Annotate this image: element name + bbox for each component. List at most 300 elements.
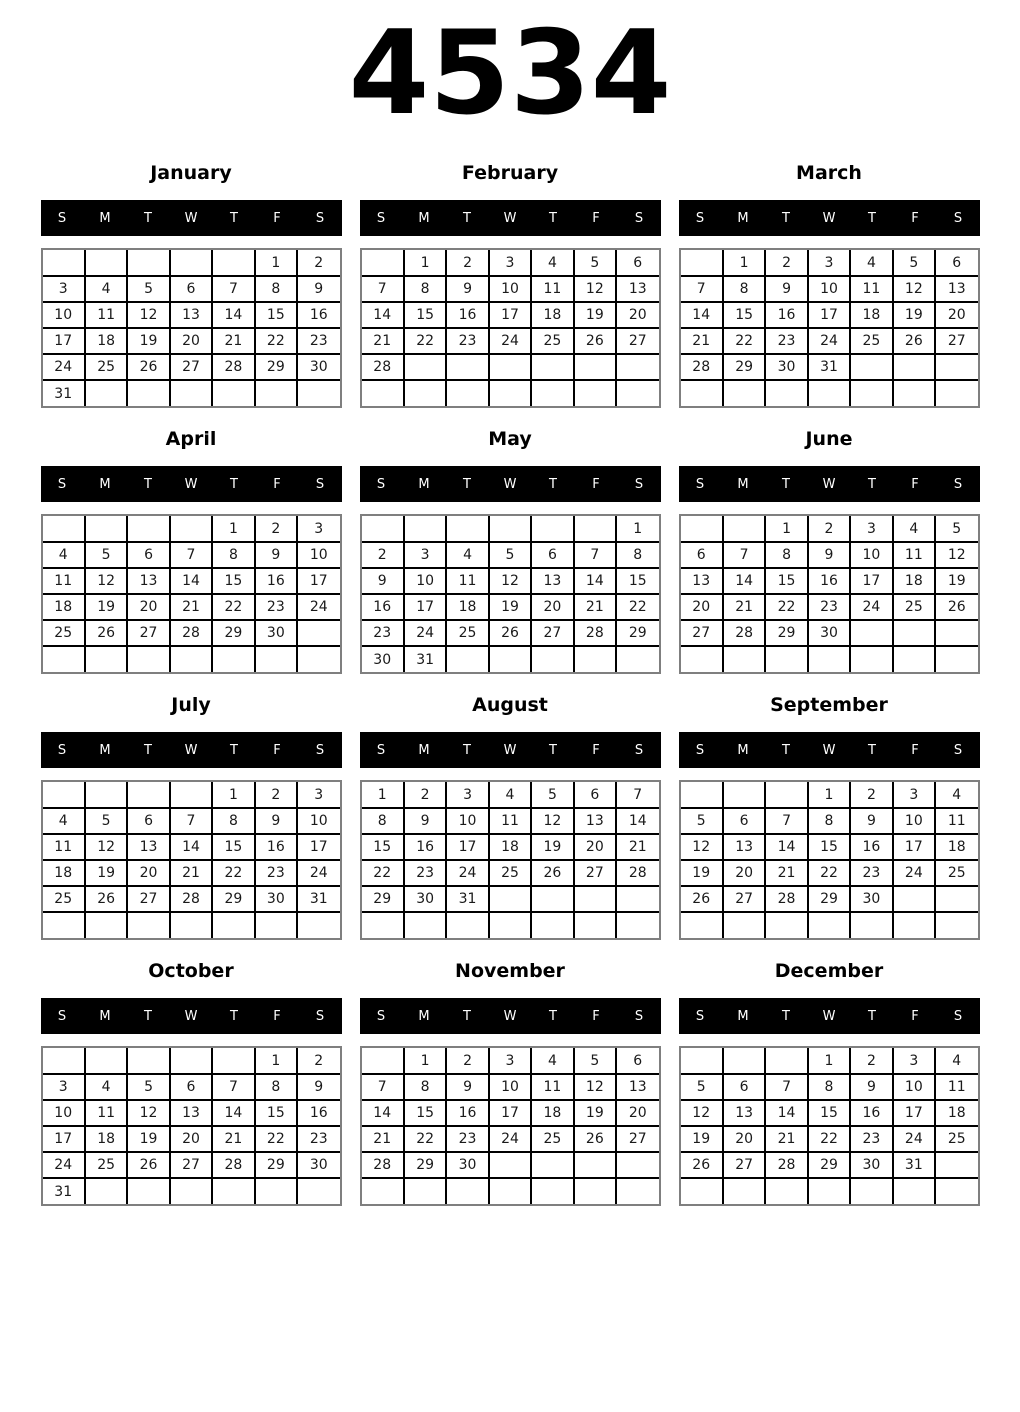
date-cell: 16 [808,568,850,594]
empty-cell [85,912,127,938]
week-row [681,354,978,380]
date-cell: 20 [170,328,212,354]
empty-cell [404,354,446,380]
date-cell: 11 [43,568,85,594]
date-cell: 25 [85,1152,127,1178]
week-row [362,1126,659,1152]
empty-cell [489,886,531,912]
week-row [362,860,659,886]
empty-cell [935,380,977,406]
weekday-label: S [634,210,644,226]
empty-cell [127,646,169,672]
date-cell: 31 [404,646,446,672]
date-cell: 2 [297,1048,339,1074]
date-cell: 1 [212,516,254,542]
date-cell: 26 [935,594,977,620]
weekday-label: T [230,210,238,226]
empty-cell [489,516,531,542]
date-cell: 6 [681,542,723,568]
empty-cell [85,250,127,276]
date-cell: 7 [616,782,658,808]
dates-grid [679,1046,980,1206]
date-cell: 9 [297,1074,339,1100]
date-cell: 13 [574,808,616,834]
date-cell: 3 [43,1074,85,1100]
weekday-label: M [418,476,430,492]
date-cell: 5 [574,1048,616,1074]
week-row [362,834,659,860]
date-cell: 14 [170,834,212,860]
empty-cell [681,380,723,406]
date-cell: 31 [297,886,339,912]
empty-cell [255,380,297,406]
date-cell: 11 [935,1074,977,1100]
weekday-header-row [41,998,342,1034]
date-cell: 10 [893,1074,935,1100]
date-cell: 28 [212,354,254,380]
date-cell: 5 [127,276,169,302]
date-cell: 7 [212,276,254,302]
date-cell: 22 [808,1126,850,1152]
date-cell: 18 [85,1126,127,1152]
date-cell: 5 [489,542,531,568]
empty-cell [212,1178,254,1204]
date-cell: 27 [723,886,765,912]
date-cell: 8 [765,542,807,568]
weekday-label: W [822,1008,836,1024]
date-cell: 17 [893,834,935,860]
week-row [43,860,340,886]
week-row [43,1126,340,1152]
date-cell: 4 [43,808,85,834]
date-cell: 19 [489,594,531,620]
empty-cell [850,380,892,406]
date-cell: 4 [531,1048,573,1074]
weekday-label: S [376,1008,386,1024]
date-cell: 17 [850,568,892,594]
date-cell: 17 [808,302,850,328]
empty-cell [616,1178,658,1204]
date-cell: 30 [404,886,446,912]
empty-cell [170,782,212,808]
date-cell: 16 [446,302,488,328]
weekday-label: S [57,742,67,758]
date-cell: 22 [255,1126,297,1152]
weekday-label: S [695,742,705,758]
date-cell: 12 [127,302,169,328]
date-cell: 21 [723,594,765,620]
date-cell: 15 [808,834,850,860]
date-cell: 13 [127,568,169,594]
date-cell: 2 [255,782,297,808]
date-cell: 22 [808,860,850,886]
date-cell: 5 [681,808,723,834]
date-cell: 23 [297,328,339,354]
empty-cell [170,646,212,672]
empty-cell [935,886,977,912]
week-row [43,1100,340,1126]
date-cell: 3 [446,782,488,808]
weekday-label: F [911,742,919,758]
date-cell: 18 [850,302,892,328]
date-cell: 21 [362,328,404,354]
week-row [681,620,978,646]
weekday-label: T [549,1008,557,1024]
date-cell: 10 [850,542,892,568]
date-cell: 29 [255,354,297,380]
month-june [679,428,980,674]
date-cell: 21 [616,834,658,860]
empty-cell [170,516,212,542]
weekday-label: S [695,476,705,492]
date-cell: 2 [850,1048,892,1074]
weekday-label: T [868,210,876,226]
empty-cell [531,516,573,542]
week-row [43,1152,340,1178]
date-cell: 31 [808,354,850,380]
date-cell: 14 [212,302,254,328]
date-cell: 30 [362,646,404,672]
empty-cell [681,1048,723,1074]
empty-cell [935,1178,977,1204]
date-cell: 19 [893,302,935,328]
date-cell: 31 [446,886,488,912]
date-cell: 28 [616,860,658,886]
weekday-header-row [679,998,980,1034]
empty-cell [85,646,127,672]
date-cell: 21 [170,594,212,620]
date-cell: 6 [723,1074,765,1100]
date-cell: 2 [404,782,446,808]
date-cell: 19 [531,834,573,860]
date-cell: 15 [212,568,254,594]
date-cell: 23 [362,620,404,646]
date-cell: 30 [808,620,850,646]
empty-cell [127,250,169,276]
empty-cell [297,646,339,672]
date-cell: 22 [212,860,254,886]
empty-cell [574,886,616,912]
week-row [681,1048,978,1074]
date-cell: 25 [935,860,977,886]
weekday-label: S [315,210,325,226]
date-cell: 26 [85,620,127,646]
date-cell: 26 [574,1126,616,1152]
date-cell: 13 [616,276,658,302]
date-cell: 13 [723,1100,765,1126]
date-cell: 24 [489,1126,531,1152]
weekday-label: T [463,476,471,492]
empty-cell [362,516,404,542]
date-cell: 13 [170,1100,212,1126]
empty-cell [531,646,573,672]
date-cell: 29 [362,886,404,912]
empty-cell [43,516,85,542]
empty-cell [404,1178,446,1204]
weekday-header-row [41,200,342,236]
empty-cell [765,912,807,938]
empty-cell [531,886,573,912]
empty-cell [446,646,488,672]
weekday-label: M [99,742,111,758]
date-cell: 9 [362,568,404,594]
date-cell: 30 [297,354,339,380]
date-cell: 23 [255,860,297,886]
date-cell: 12 [85,834,127,860]
empty-cell [893,380,935,406]
empty-cell [43,1048,85,1074]
week-row [362,380,659,406]
empty-cell [489,912,531,938]
date-cell: 17 [489,302,531,328]
weekday-label: S [315,476,325,492]
date-cell: 18 [446,594,488,620]
date-cell: 14 [765,1100,807,1126]
date-cell: 27 [723,1152,765,1178]
date-cell: 1 [362,782,404,808]
date-cell: 4 [893,516,935,542]
date-cell: 13 [127,834,169,860]
date-cell: 11 [935,808,977,834]
date-cell: 22 [404,328,446,354]
date-cell: 14 [723,568,765,594]
empty-cell [85,380,127,406]
date-cell: 12 [574,276,616,302]
date-cell: 16 [850,1100,892,1126]
date-cell: 29 [616,620,658,646]
date-cell: 1 [404,1048,446,1074]
date-cell: 30 [255,886,297,912]
weekday-label: W [503,476,517,492]
date-cell: 10 [43,1100,85,1126]
empty-cell [127,1178,169,1204]
date-cell: 5 [893,250,935,276]
empty-cell [170,1048,212,1074]
date-cell: 11 [489,808,531,834]
empty-cell [935,912,977,938]
empty-cell [489,646,531,672]
weekday-label: S [57,476,67,492]
empty-cell [489,354,531,380]
weekday-label: T [868,1008,876,1024]
date-cell: 8 [404,276,446,302]
date-cell: 5 [85,542,127,568]
weekday-label: F [273,476,281,492]
empty-cell [255,646,297,672]
date-cell: 19 [85,860,127,886]
dates-grid [41,1046,342,1206]
empty-cell [574,1178,616,1204]
date-cell: 7 [723,542,765,568]
date-cell: 1 [723,250,765,276]
month-august [360,694,661,940]
date-cell: 23 [850,860,892,886]
date-cell: 11 [43,834,85,860]
date-cell: 1 [255,1048,297,1074]
date-cell: 4 [935,1048,977,1074]
date-cell: 23 [446,1126,488,1152]
weekday-label: M [737,742,749,758]
week-row [681,1152,978,1178]
weekday-label: M [418,742,430,758]
empty-cell [43,646,85,672]
date-cell: 30 [255,620,297,646]
weekday-header-row [679,732,980,768]
empty-cell [170,912,212,938]
date-cell: 2 [765,250,807,276]
empty-cell [723,912,765,938]
date-cell: 6 [935,250,977,276]
week-row [362,250,659,276]
date-cell: 15 [765,568,807,594]
empty-cell [362,1048,404,1074]
weekday-label: T [868,742,876,758]
dates-grid [360,514,661,674]
date-cell: 20 [574,834,616,860]
month-december [679,960,980,1206]
date-cell: 8 [255,1074,297,1100]
date-cell: 13 [616,1074,658,1100]
date-cell: 11 [850,276,892,302]
date-cell: 15 [404,302,446,328]
date-cell: 25 [531,328,573,354]
week-row [362,808,659,834]
weekday-label: W [184,742,198,758]
date-cell: 9 [446,1074,488,1100]
week-row [362,276,659,302]
weekday-label: T [782,476,790,492]
date-cell: 7 [765,1074,807,1100]
empty-cell [850,354,892,380]
weekday-label: S [315,1008,325,1024]
date-cell: 25 [850,328,892,354]
empty-cell [723,646,765,672]
date-cell: 19 [681,1126,723,1152]
empty-cell [127,516,169,542]
date-cell: 25 [446,620,488,646]
date-cell: 17 [297,568,339,594]
weekday-label: T [230,1008,238,1024]
weekday-label: F [592,210,600,226]
week-row [43,354,340,380]
date-cell: 27 [616,328,658,354]
weekday-label: T [868,476,876,492]
weekday-label: S [376,742,386,758]
date-cell: 28 [765,886,807,912]
date-cell: 10 [43,302,85,328]
date-cell: 4 [531,250,573,276]
week-row [43,620,340,646]
date-cell: 4 [85,276,127,302]
empty-cell [616,354,658,380]
empty-cell [85,782,127,808]
month-title: June [805,428,853,450]
weekday-label: S [315,742,325,758]
month-november [360,960,661,1206]
date-cell: 7 [170,808,212,834]
date-cell: 2 [297,250,339,276]
date-cell: 27 [616,1126,658,1152]
week-row [681,516,978,542]
month-july [41,694,342,940]
date-cell: 5 [127,1074,169,1100]
date-cell: 11 [85,302,127,328]
empty-cell [127,782,169,808]
date-cell: 24 [893,1126,935,1152]
empty-cell [446,516,488,542]
empty-cell [681,1178,723,1204]
date-cell: 18 [43,594,85,620]
weekday-label: W [822,210,836,226]
date-cell: 22 [255,328,297,354]
weekday-label: M [418,210,430,226]
week-row [681,542,978,568]
date-cell: 28 [362,1152,404,1178]
empty-cell [850,646,892,672]
date-cell: 10 [446,808,488,834]
date-cell: 25 [935,1126,977,1152]
date-cell: 5 [574,250,616,276]
week-row [681,1178,978,1204]
week-row [681,1126,978,1152]
date-cell: 2 [808,516,850,542]
weekday-label: W [184,476,198,492]
date-cell: 19 [127,1126,169,1152]
date-cell: 17 [297,834,339,860]
date-cell: 27 [574,860,616,886]
date-cell: 10 [489,276,531,302]
date-cell: 22 [404,1126,446,1152]
date-cell: 19 [681,860,723,886]
weekday-label: T [782,1008,790,1024]
date-cell: 10 [297,542,339,568]
month-may [360,428,661,674]
date-cell: 16 [255,834,297,860]
date-cell: 7 [362,1074,404,1100]
date-cell: 15 [212,834,254,860]
weekday-header-row [41,466,342,502]
week-row [681,834,978,860]
empty-cell [362,1178,404,1204]
empty-cell [531,380,573,406]
date-cell: 24 [404,620,446,646]
week-row [43,912,340,938]
empty-cell [446,354,488,380]
empty-cell [255,912,297,938]
date-cell: 26 [574,328,616,354]
date-cell: 8 [616,542,658,568]
week-row [681,886,978,912]
week-row [681,860,978,886]
date-cell: 29 [808,1152,850,1178]
date-cell: 23 [446,328,488,354]
weekday-label: M [737,1008,749,1024]
empty-cell [85,1048,127,1074]
dates-grid [679,248,980,408]
week-row [362,782,659,808]
week-row [362,912,659,938]
date-cell: 24 [43,354,85,380]
date-cell: 9 [404,808,446,834]
date-cell: 20 [616,302,658,328]
date-cell: 28 [681,354,723,380]
date-cell: 28 [170,620,212,646]
date-cell: 11 [531,1074,573,1100]
weekday-header-row [360,732,661,768]
date-cell: 18 [85,328,127,354]
month-title: September [770,694,888,716]
weekday-label: W [184,210,198,226]
